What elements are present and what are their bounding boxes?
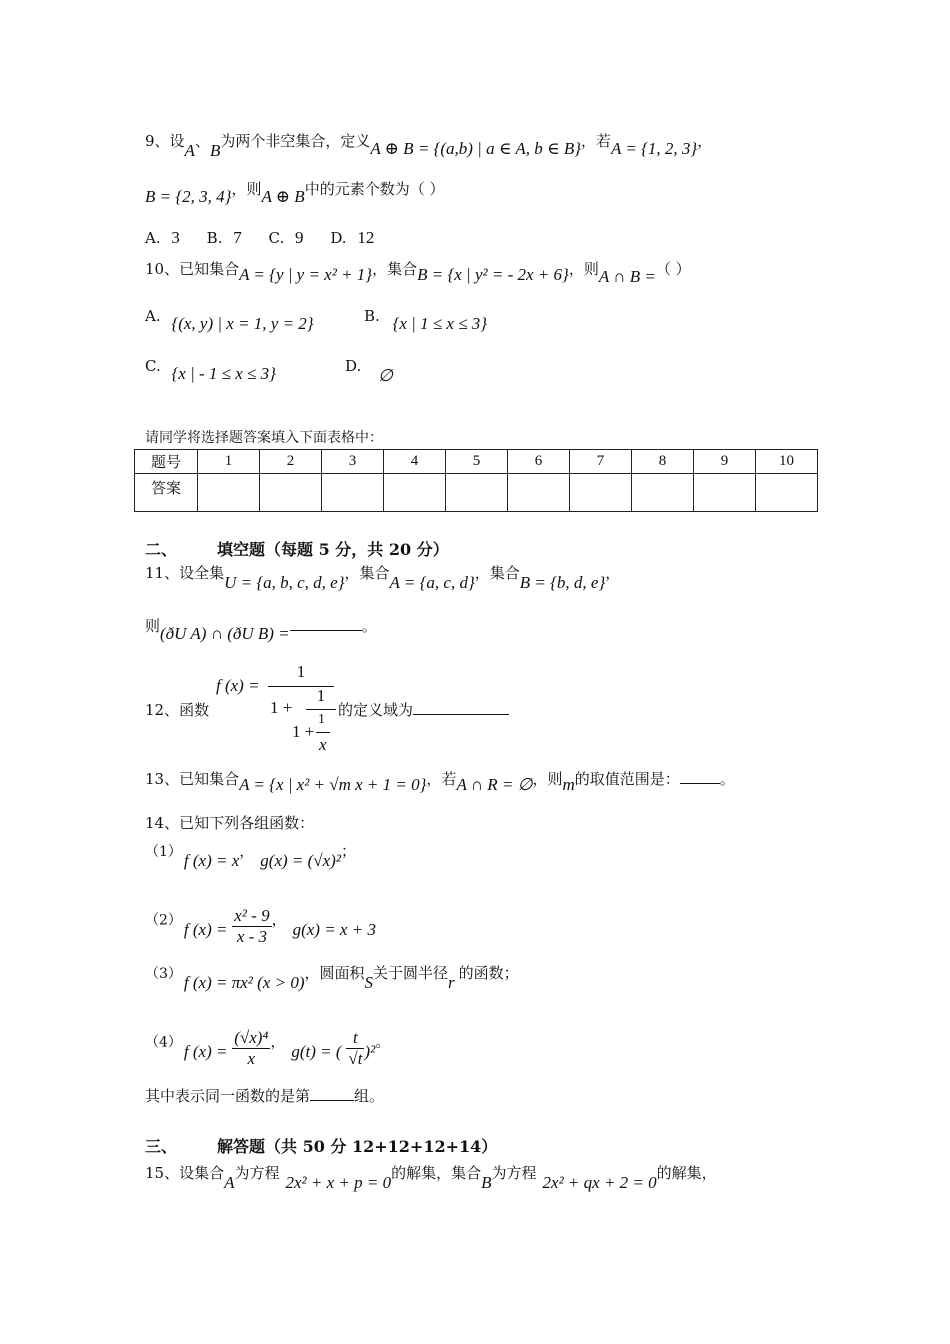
q13-answer-blank[interactable] [680, 782, 720, 784]
q10-option-a-value: {(x, y) | x = 1, y = 2} [171, 314, 314, 333]
q9-expression: A ⊕ B [261, 187, 305, 206]
answer-table-number-4: 4 [384, 450, 446, 474]
q12-innermost-fraction-bar [316, 732, 330, 733]
q12-prefix: 12、函数 [145, 701, 210, 719]
q14-item-1-g: g(x) = (√x)² [260, 851, 341, 870]
q14-item-2-f-lhs: f (x) = [183, 919, 228, 939]
q10-paren: （ ） [655, 260, 691, 278]
q14-item-4-g-rhs: )² [364, 1041, 376, 1061]
q14-item-3-label: （3） [145, 966, 182, 982]
q14-item-2-numerator: x² - 9 [234, 906, 270, 925]
q12-inner-one-plus: 1 + [292, 722, 315, 741]
q14-item-3-text3: 的函数； [458, 964, 519, 982]
q9-prefix: 9、设 [145, 132, 185, 150]
q10-option-a-label: A. [145, 307, 161, 325]
q13-text2: ，则 [532, 770, 563, 788]
q13-expression: A ∩ R = ∅ [456, 775, 533, 794]
q10-set-b: B = {x | y² = - 2x + 6} [417, 265, 569, 284]
q10-text1: ，集合 [372, 260, 418, 278]
q10-text2: ，则 [568, 260, 599, 278]
q12-denominator-one-plus: 1 + [270, 698, 293, 717]
q12-text: 的定义域为 [338, 701, 414, 719]
q12-innermost-numerator: 1 [318, 712, 325, 727]
q14-item-4-g-fraction [346, 1028, 364, 1069]
q14-conclusion-pre: 其中表示同一函数的是第 [145, 1087, 311, 1105]
q9-option-c-label: C. [268, 229, 285, 247]
answer-table-header-label: 题号 [135, 450, 198, 474]
q11-set-u: U = {a, b, c, d, e} [224, 573, 345, 592]
q15-equation-2: 2x² + qx + 2 = 0 [542, 1173, 657, 1192]
q14-item-3-r: r [448, 973, 455, 992]
q10-option-b-label: B. [364, 307, 380, 325]
q11-line2 [145, 615, 377, 643]
q14-item-4-g-lhs: g(t) = ( [291, 1041, 342, 1061]
q14-item-1 [145, 840, 356, 870]
q14-item-4-g-numerator: t [346, 1028, 364, 1049]
answer-table-number-8: 8 [632, 450, 694, 474]
q11-expression: (ðU A) ∩ (ðU B) = [160, 624, 290, 643]
answer-cell-10[interactable] [756, 474, 818, 512]
q14-item-2-label: （2） [145, 912, 182, 929]
answer-table-answer-label: 答案 [135, 474, 198, 512]
answer-cell-9[interactable] [694, 474, 756, 512]
q11-line2-prefix: 则 [145, 617, 161, 635]
q9-text1: 为两个非空集合，定义 [220, 132, 371, 150]
q14-item-3-s: S [364, 973, 373, 992]
q10-options-row1 [145, 306, 314, 333]
section2-title: 填空题（每题 5 分，共 20 分） [217, 540, 449, 559]
answer-cell-2[interactable] [260, 474, 322, 512]
q13-text3: 的取值范围是： [574, 770, 680, 788]
q10-option-b-value: {x | 1 ≤ x ≤ 3} [392, 314, 488, 333]
q14-item-2-sep: ， [271, 910, 287, 929]
q10-option-b [364, 306, 488, 333]
section3-heading [145, 1134, 497, 1157]
q15-text3: 为方程 [491, 1164, 537, 1182]
q9-definition: A ⊕ B = {(a,b) | a ∈ A, b ∈ B} [370, 139, 582, 158]
q9-line2 [145, 178, 445, 206]
answer-table-header-row [135, 450, 818, 474]
q14-prefix: 14、已知下列各组函数： [145, 814, 315, 832]
q13-prefix: 13、已知集合 [145, 770, 240, 788]
q9-set-a: A [184, 141, 195, 160]
q15-text4: 的解集， [656, 1164, 717, 1182]
q14-item-1-f: f (x) = x [183, 851, 240, 870]
q9-option-d-label: D. [330, 229, 347, 247]
q14-conclusion [145, 1085, 384, 1106]
q11-line1 [145, 562, 621, 592]
q14-item-2 [145, 900, 376, 946]
q14-item-2-g: g(x) = x + 3 [292, 919, 376, 939]
q12-answer-blank[interactable] [413, 713, 509, 715]
section2-heading [145, 537, 449, 560]
q14-item-4 [145, 1022, 391, 1068]
q15-prefix: 15、设集合 [145, 1164, 225, 1182]
q15-line [145, 1162, 717, 1192]
answer-table-number-6: 6 [508, 450, 570, 474]
answer-cell-3[interactable] [322, 474, 384, 512]
q9-text3: ，则 [231, 180, 262, 198]
q9-sep: 、 [194, 132, 210, 150]
q12-innermost-x: x [319, 735, 327, 754]
answer-cell-8[interactable] [632, 474, 694, 512]
q12-fx: f (x) = [216, 676, 260, 695]
q10-option-d-label: D. [345, 357, 362, 375]
q10-option-d [345, 356, 393, 385]
answer-table [134, 449, 818, 512]
q9-option-b-label: B. [206, 229, 223, 247]
q11-prefix: 11、设全集 [145, 564, 225, 582]
q9-option-b-value: 7 [233, 228, 242, 247]
q12-text-group [338, 699, 509, 720]
q15-set-a: A [224, 1173, 235, 1192]
q14-item-4-f-lhs: f (x) = [183, 1041, 228, 1061]
q9-line1 [145, 130, 713, 160]
q14-item-4-f-fraction [232, 1028, 270, 1069]
q10-options-row2 [145, 356, 276, 383]
section3-number: 三、 [145, 1137, 178, 1156]
q13-m: m [562, 775, 575, 794]
q15-equation-1: 2x² + x + p = 0 [285, 1173, 392, 1192]
q10-option-d-value: ∅ [378, 366, 393, 385]
q9-option-d-value: 12 [357, 228, 375, 247]
q15-text1: 为方程 [234, 1164, 280, 1182]
q14-item-3 [145, 962, 519, 992]
q9-set-b-value: B = {2, 3, 4} [145, 187, 232, 206]
q9-text2: ，若 [581, 132, 612, 150]
q15-set-b: B [481, 1173, 492, 1192]
q11-text2: ，集合 [474, 564, 520, 582]
q12-numerator: 1 [296, 662, 306, 681]
q9-set-b: B [209, 141, 221, 160]
q14-item-2-fraction [232, 906, 271, 947]
q10-prefix: 10、已知集合 [145, 260, 240, 278]
answer-table-number-7: 7 [570, 450, 632, 474]
q14-conclusion-post: 组。 [354, 1087, 385, 1105]
q11-text1: ，集合 [344, 564, 390, 582]
q9-set-a-value: A = {1, 2, 3} [611, 139, 698, 158]
q13-line [145, 768, 735, 794]
answer-cell-1[interactable] [198, 474, 260, 512]
q9-option-a-label: A. [145, 229, 161, 247]
q11-set-b: B = {b, d, e} [519, 573, 606, 592]
q14-answer-blank[interactable] [310, 1099, 354, 1101]
q11-answer-blank[interactable] [290, 629, 362, 631]
q14-item-4-g-denominator: √t [348, 1049, 363, 1068]
q14-item-4-label: （4） [145, 1034, 182, 1051]
q11-text3: ， [605, 564, 621, 582]
q13-set-a: A = {x | x² + √m x + 1 = 0} [239, 775, 427, 794]
q14-item-4-sep: ， [270, 1032, 286, 1051]
q14-item-3-f: f (x) = πx² (x > 0) [183, 973, 305, 992]
q11-set-a: A = {a, c, d} [389, 573, 475, 592]
q15-text2: 的解集，集合 [391, 1164, 482, 1182]
answer-table-instruction: 请同学将选择题答案填入下面表格中： [145, 430, 383, 446]
q9-options [145, 228, 374, 248]
q14-item-1-sep: ， [239, 842, 255, 860]
q11-end: 。 [361, 617, 377, 635]
q14-item-4-end: 。 [375, 1032, 391, 1051]
q9-text4: 中的元素个数为（ ） [304, 180, 445, 198]
q14-item-2-denominator: x - 3 [236, 927, 268, 946]
answer-table-number-10: 10 [756, 450, 818, 474]
answer-cell-5[interactable] [446, 474, 508, 512]
answer-table-number-1: 1 [198, 450, 260, 474]
q10-line1 [145, 258, 691, 286]
answer-table-answer-row [135, 474, 818, 512]
answer-table-number-2: 2 [260, 450, 322, 474]
q13-text1: ，若 [426, 770, 457, 788]
q9-comma: ， [697, 132, 713, 150]
q14-item-3-text: ，圆面积 [304, 964, 365, 982]
section2-number: 二、 [145, 540, 178, 559]
q14-item-3-text2: 关于圆半径 [373, 964, 449, 982]
answer-cell-6[interactable] [508, 474, 570, 512]
q12-inner-fraction-bar [306, 709, 336, 710]
q14-item-1-label: （1） [145, 844, 182, 860]
answer-table-number-9: 9 [694, 450, 756, 474]
q10-expression: A ∩ B = [598, 267, 656, 286]
q14-item-4-f-numerator: (√x)⁴ [234, 1028, 269, 1047]
q12-inner-numerator: 1 [316, 686, 326, 705]
q9-option-c-value: 9 [295, 228, 304, 247]
q14-item-4-f-denominator: x [247, 1049, 256, 1068]
q10-set-a: A = {y | y = x² + 1} [239, 265, 373, 284]
q9-option-a-value: 3 [171, 228, 180, 247]
answer-cell-7[interactable] [570, 474, 632, 512]
q14-item-1-end: ； [340, 842, 356, 860]
answer-table-number-5: 5 [446, 450, 508, 474]
answer-table-number-3: 3 [322, 450, 384, 474]
q10-option-c-label: C. [145, 357, 161, 375]
q10-option-c-value: {x | - 1 ≤ x ≤ 3} [171, 364, 276, 383]
section3-title: 解答题（共 50 分 12+12+12+14） [217, 1137, 498, 1156]
q13-end: 。 [719, 770, 735, 788]
answer-cell-4[interactable] [384, 474, 446, 512]
